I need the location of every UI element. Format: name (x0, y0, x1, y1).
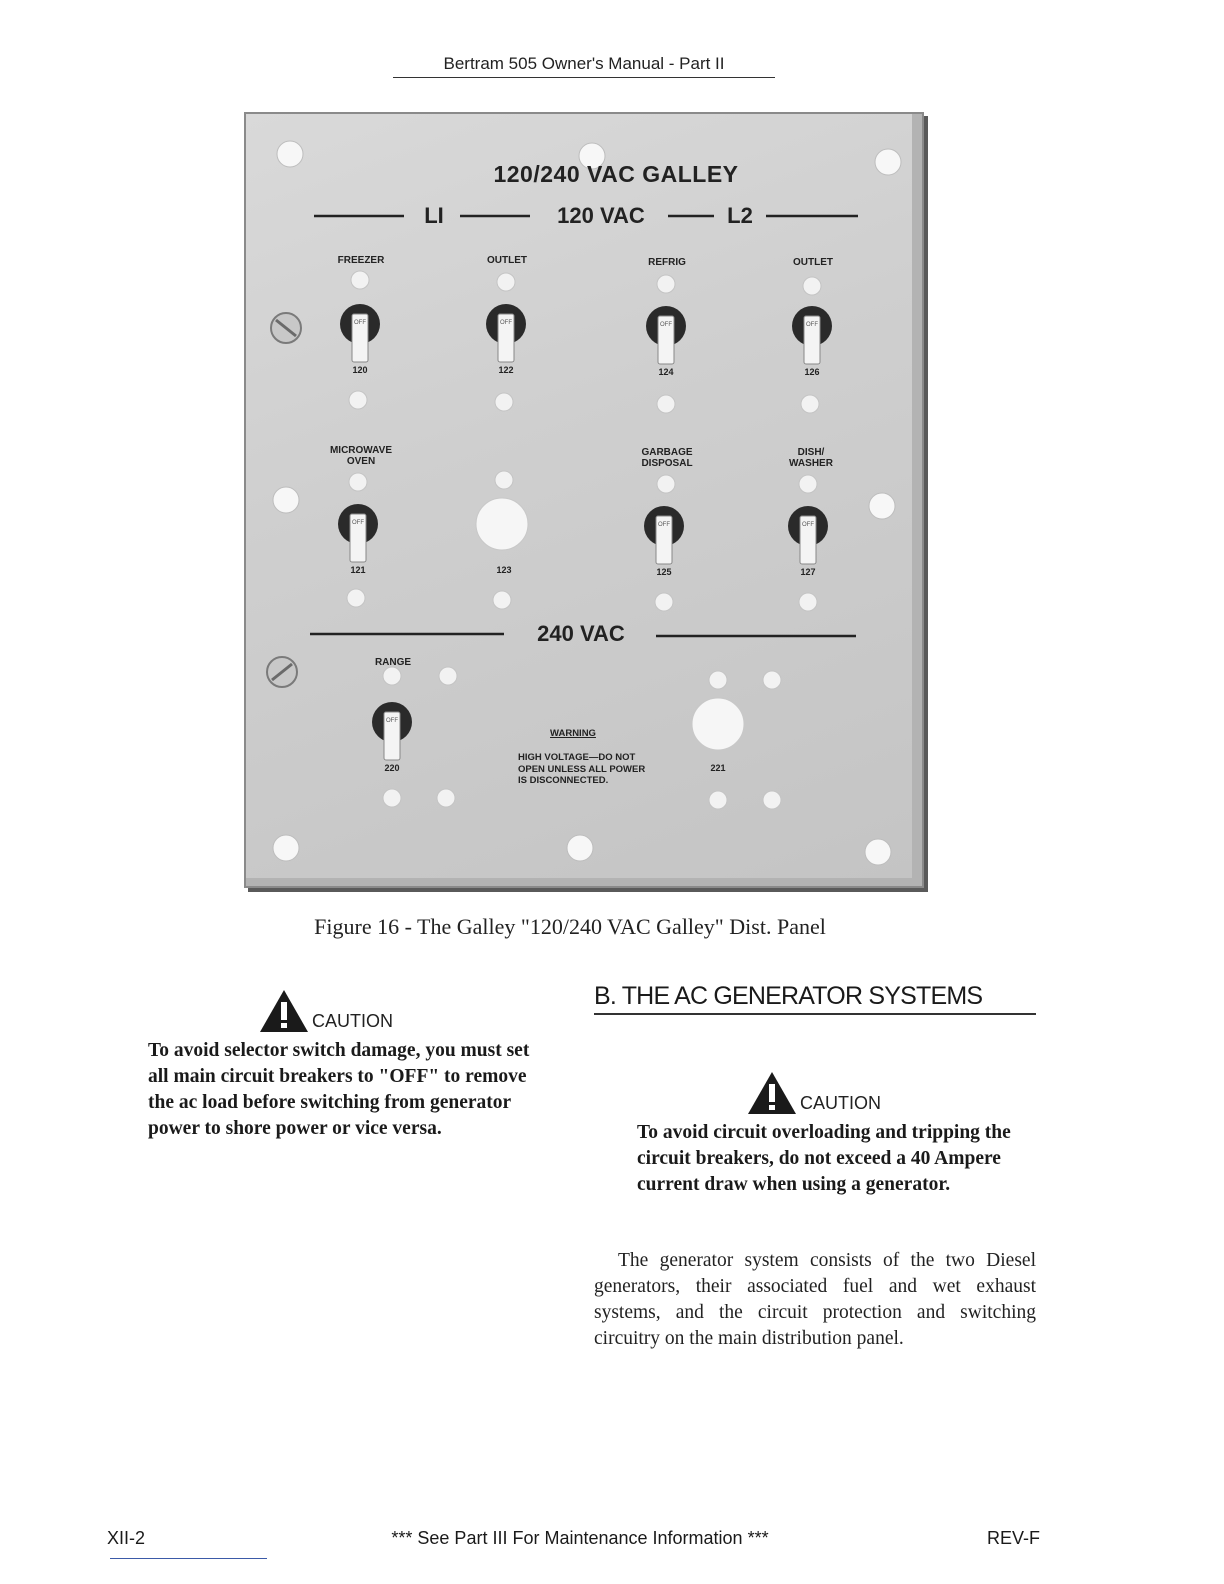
panel-warning-title: WARNING (550, 727, 596, 739)
label-freezer: FREEZER (337, 255, 385, 266)
label-outlet-a: OUTLET (487, 255, 527, 266)
footer-maintenance-note: *** See Part III For Maintenance Information *** (391, 1528, 769, 1548)
switch-off-mark: OFF (500, 320, 512, 326)
section-heading: B. THE AC GENERATOR SYSTEMS (594, 982, 1036, 1015)
panel-rules (310, 216, 858, 636)
knockout-123 (476, 498, 528, 550)
footer-revision: REV-F (986, 1528, 1040, 1548)
circuit-126: 126 (804, 367, 820, 377)
panel-l2: L2 (727, 203, 753, 228)
panel-warning (518, 716, 668, 799)
caution-left-label: CAUTION (312, 1011, 393, 1031)
footer-rule (110, 1558, 267, 1559)
running-header: Bertram 505 Owner's Manual - Part II (443, 54, 725, 73)
circuit-120: 120 (352, 365, 368, 375)
circuit-121: 121 (350, 565, 366, 575)
switch-off-mark: OFF (658, 522, 670, 528)
panel-240vac: 240 VAC (537, 621, 625, 646)
body-paragraph: The generator system consists of the two Diesel generators, their associated fuel and wet exhaust systems, and the circuit protection and switching circuitry on the main distribution panel. (594, 1250, 1036, 1349)
caution-right-text: To avoid circuit overloading and tripping the circuit breakers, do not exceed a 40 Ampere current draw when using a generator. (637, 1122, 1011, 1195)
label-range: RANGE (374, 657, 412, 668)
knockout-221 (692, 698, 744, 750)
caution-right (746, 1070, 881, 1116)
circuit-125: 125 (656, 567, 672, 577)
caution-right-label: CAUTION (800, 1093, 881, 1113)
switch-off-mark: OFF (802, 522, 814, 528)
circuit-124: 124 (658, 367, 674, 377)
circuit-127: 127 (800, 567, 816, 577)
circuit-220: 220 (384, 763, 400, 773)
galley-panel-photo (244, 112, 924, 888)
switch-off-mark: OFF (660, 322, 672, 328)
caution-left-text: To avoid selector switch damage, you must set all main circuit breakers to "OFF" to remove the ac load before switching from generator power to shore power or vice versa. (148, 1040, 530, 1139)
label-refrig: REFRIG (648, 257, 686, 268)
label-garbage: GARBAGE DISPOSAL (641, 447, 693, 469)
label-dishwasher: DISH/ WASHER (789, 447, 833, 469)
panel-l1: LI (424, 203, 444, 228)
figure-caption: Figure 16 - The Galley "120/240 VAC Galley" Dist. Panel (314, 914, 826, 939)
switch-off-mark: OFF (386, 718, 398, 724)
panel-120vac: 120 VAC (557, 203, 645, 228)
breaker-switches (338, 304, 832, 760)
circuit-221: 221 (710, 763, 726, 773)
label-microwave: MICROWAVE OVEN (329, 445, 393, 467)
caution-left (258, 988, 393, 1034)
switch-off-mark: OFF (806, 322, 818, 328)
switch-off-mark: OFF (354, 320, 366, 326)
warning-triangle-icon (746, 1070, 798, 1116)
panel-warning-text: HIGH VOLTAGE—DO NOT OPEN UNLESS ALL POWER IS DISCONNECTED. (518, 751, 646, 787)
label-outlet-b: OUTLET (793, 257, 833, 268)
footer-page-number: XII-2 (107, 1528, 146, 1548)
circuit-123: 123 (496, 565, 512, 575)
switch-off-mark: OFF (352, 520, 364, 526)
header-rule (393, 77, 775, 78)
circuit-122: 122 (498, 365, 514, 375)
panel-title: 120/240 VAC GALLEY (493, 161, 739, 187)
warning-triangle-icon (258, 988, 310, 1034)
